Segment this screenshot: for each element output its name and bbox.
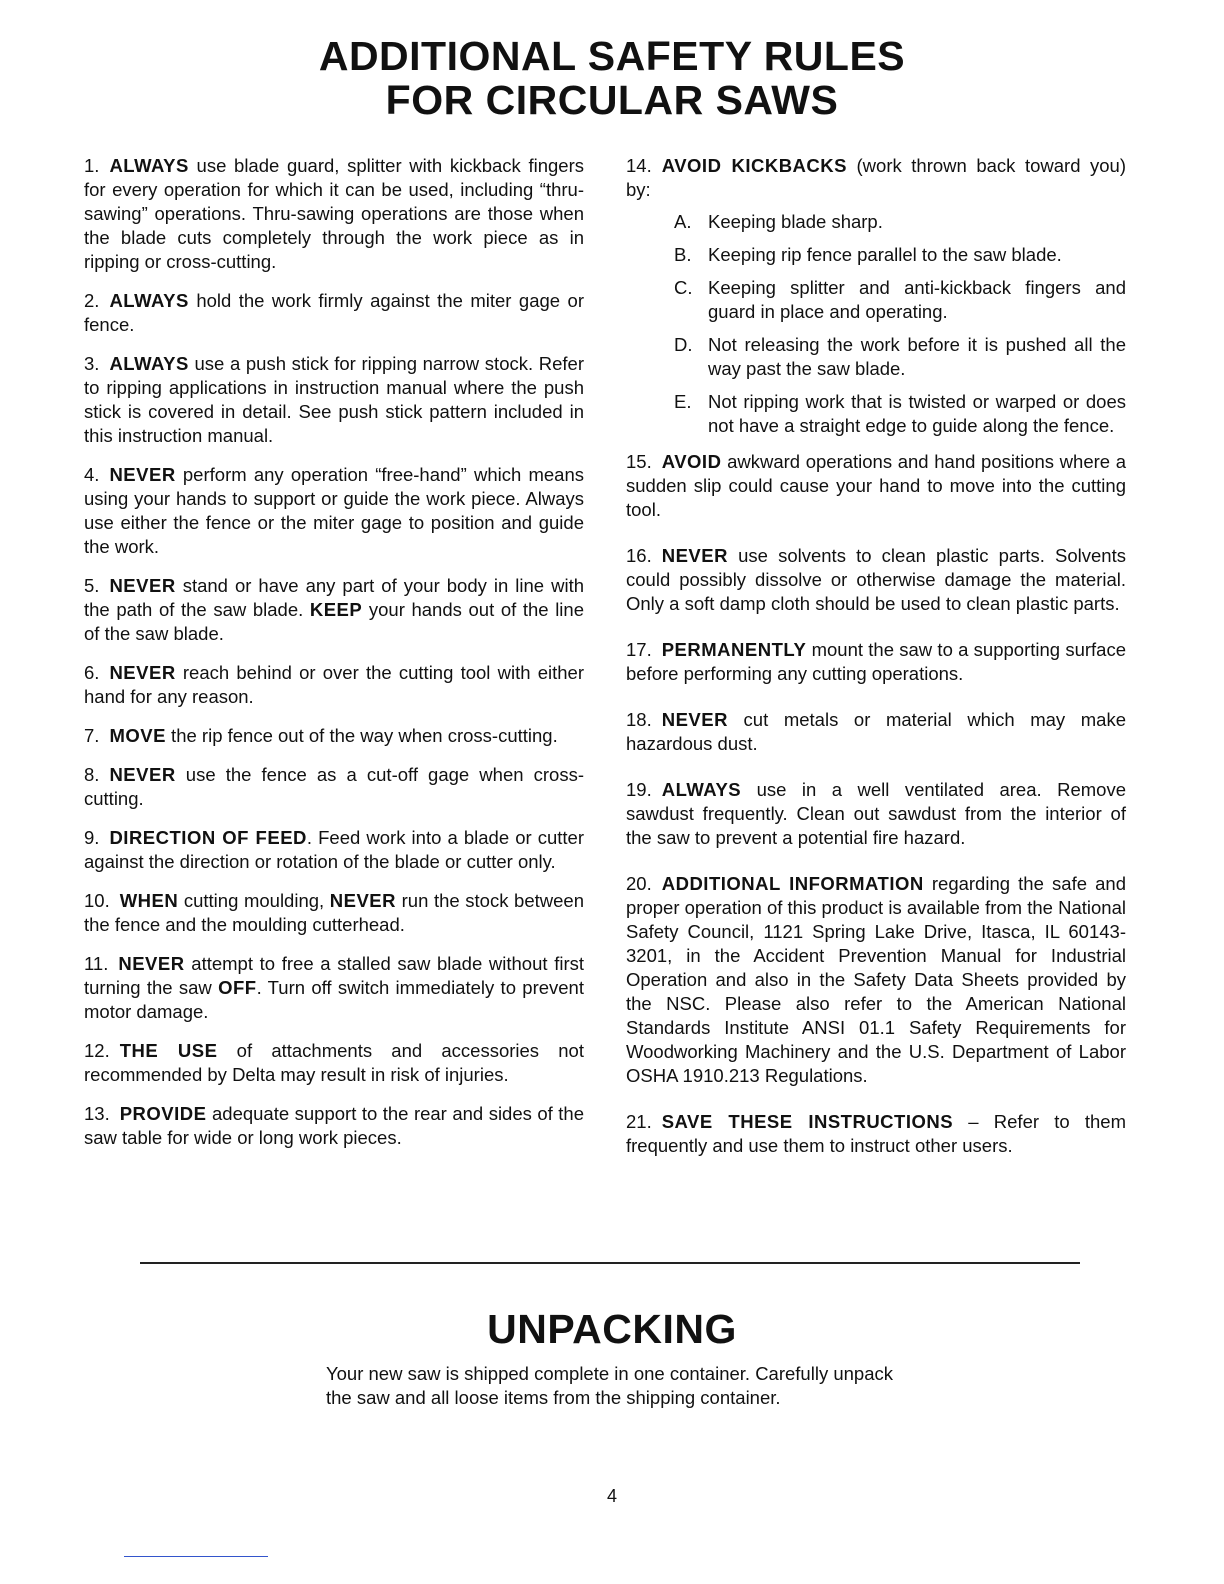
kickback-subitem-b: B. Keeping rip fence parallel to the saw blade. bbox=[674, 244, 1062, 265]
safety-rule-10: 10. WHEN cutting moulding, NEVER run the stock between the fence and the moulding cutterhead. bbox=[84, 890, 584, 935]
safety-rule-20: 20. ADDITIONAL INFORMATION regarding the safe and proper operation of this product is available from the National Safety Council, 1121 Spring Lake Drive, Itasca, IL 60143-3201, in the Accident Prevention Manual for Industrial Operation and also in the Safety Data Sheets provided by the NSC. Please also refer to the American National Standards Institute ANSI 01.1 Safety Requirements for Woodworking Machinery and the U.S. Department of Labor OSHA 1910.213 Regulations. bbox=[626, 873, 1126, 1086]
section-divider bbox=[140, 1262, 1080, 1264]
title-line-1: ADDITIONAL SAFETY RULES bbox=[318, 33, 906, 79]
safety-rule-13: 13. PROVIDE adequate support to the rear and sides of the saw table for wide or long work pieces. bbox=[84, 1103, 584, 1148]
safety-rule-17: 17. PERMANENTLY mount the saw to a supporting surface before performing any cutting operations. bbox=[626, 639, 1126, 684]
kickback-subitem-d: D. Not releasing the work before it is pushed all the way past the saw blade. bbox=[674, 334, 1126, 379]
kickback-subitem-a: A. Keeping blade sharp. bbox=[674, 211, 883, 232]
right-column bbox=[626, 154, 1126, 1173]
title-line-2: FOR CIRCULAR SAWS bbox=[385, 77, 839, 123]
safety-rule-15: 15. AVOID awkward operations and hand positions where a sudden slip could cause your hand to move into the cutting tool. bbox=[626, 451, 1126, 520]
page-number: 4 bbox=[606, 1486, 617, 1506]
safety-rule-1: 1. ALWAYS use blade guard, splitter with kickback fingers for every operation for which it can be used, including “thru-sawing” operations. Thru-sawing operations are those when the blade cuts completely through the work piece as in ripping or cross-cutting. bbox=[84, 155, 584, 272]
kickback-sublist bbox=[626, 210, 1126, 438]
safety-rule-6: 6. NEVER reach behind or over the cutting tool with either hand for any reason. bbox=[84, 662, 584, 707]
kickback-subitem-c: C. Keeping splitter and anti-kickback fingers and guard in place and operating. bbox=[674, 277, 1126, 322]
safety-rule-21: 21. SAVE THESE INSTRUCTIONS – Refer to them frequently and use them to instruct other users. bbox=[626, 1111, 1126, 1156]
safety-rule-9: 9. DIRECTION OF FEED. Feed work into a blade or cutter against the direction or rotation of the blade or cutter only. bbox=[84, 827, 584, 872]
scan-artifact-line bbox=[124, 1556, 268, 1557]
safety-rule-4: 4. NEVER perform any operation “free-hand” which means using your hands to support or guide the work piece. Always use either the fence or the miter gage to position and guide the work. bbox=[84, 464, 584, 557]
kickback-subitem-e: E. Not ripping work that is twisted or warped or does not have a straight edge to guide along the fence. bbox=[674, 391, 1126, 436]
page-title bbox=[0, 34, 1224, 122]
safety-rule-18: 18. NEVER cut metals or material which may make hazardous dust. bbox=[626, 709, 1126, 754]
safety-rule-11: 11. NEVER attempt to free a stalled saw blade without first turning the saw OFF. Turn off switch immediately to prevent motor damage. bbox=[84, 953, 584, 1022]
safety-rule-16: 16. NEVER use solvents to clean plastic parts. Solvents could possibly dissolve or otherwise damage the material. Only a soft damp cloth should be used to clean plastic parts. bbox=[626, 545, 1126, 614]
safety-rule-14: 14. AVOID KICKBACKS (work thrown back toward you) by: bbox=[626, 155, 1127, 200]
left-column bbox=[84, 154, 584, 1165]
safety-rule-7: 7. MOVE the rip fence out of the way when cross-cutting. bbox=[84, 725, 558, 746]
unpacking-text: Your new saw is shipped complete in one container. Carefully unpack the saw and all loose items from the shipping container. bbox=[326, 1363, 893, 1408]
safety-rule-8: 8. NEVER use the fence as a cut-off gage when cross-cutting. bbox=[84, 764, 584, 809]
safety-rule-3: 3. ALWAYS use a push stick for ripping narrow stock. Refer to ripping applications in instruction manual where the push stick is covered in detail. See push stick pattern included in this instruction manual. bbox=[84, 353, 584, 446]
safety-rule-5: 5. NEVER stand or have any part of your body in line with the path of the saw blade. KEEP your hands out of the line of the saw blade. bbox=[84, 575, 584, 644]
safety-rule-2: 2. ALWAYS hold the work firmly against the miter gage or fence. bbox=[84, 290, 584, 335]
unpacking-heading: UNPACKING bbox=[487, 1306, 737, 1352]
safety-rule-12: 12. THE USE of attachments and accessories not recommended by Delta may result in risk of injuries. bbox=[84, 1040, 584, 1085]
safety-rule-19: 19. ALWAYS use in a well ventilated area. Remove sawdust frequently. Clean out sawdust from the interior of the saw to prevent a potential fire hazard. bbox=[626, 779, 1126, 848]
